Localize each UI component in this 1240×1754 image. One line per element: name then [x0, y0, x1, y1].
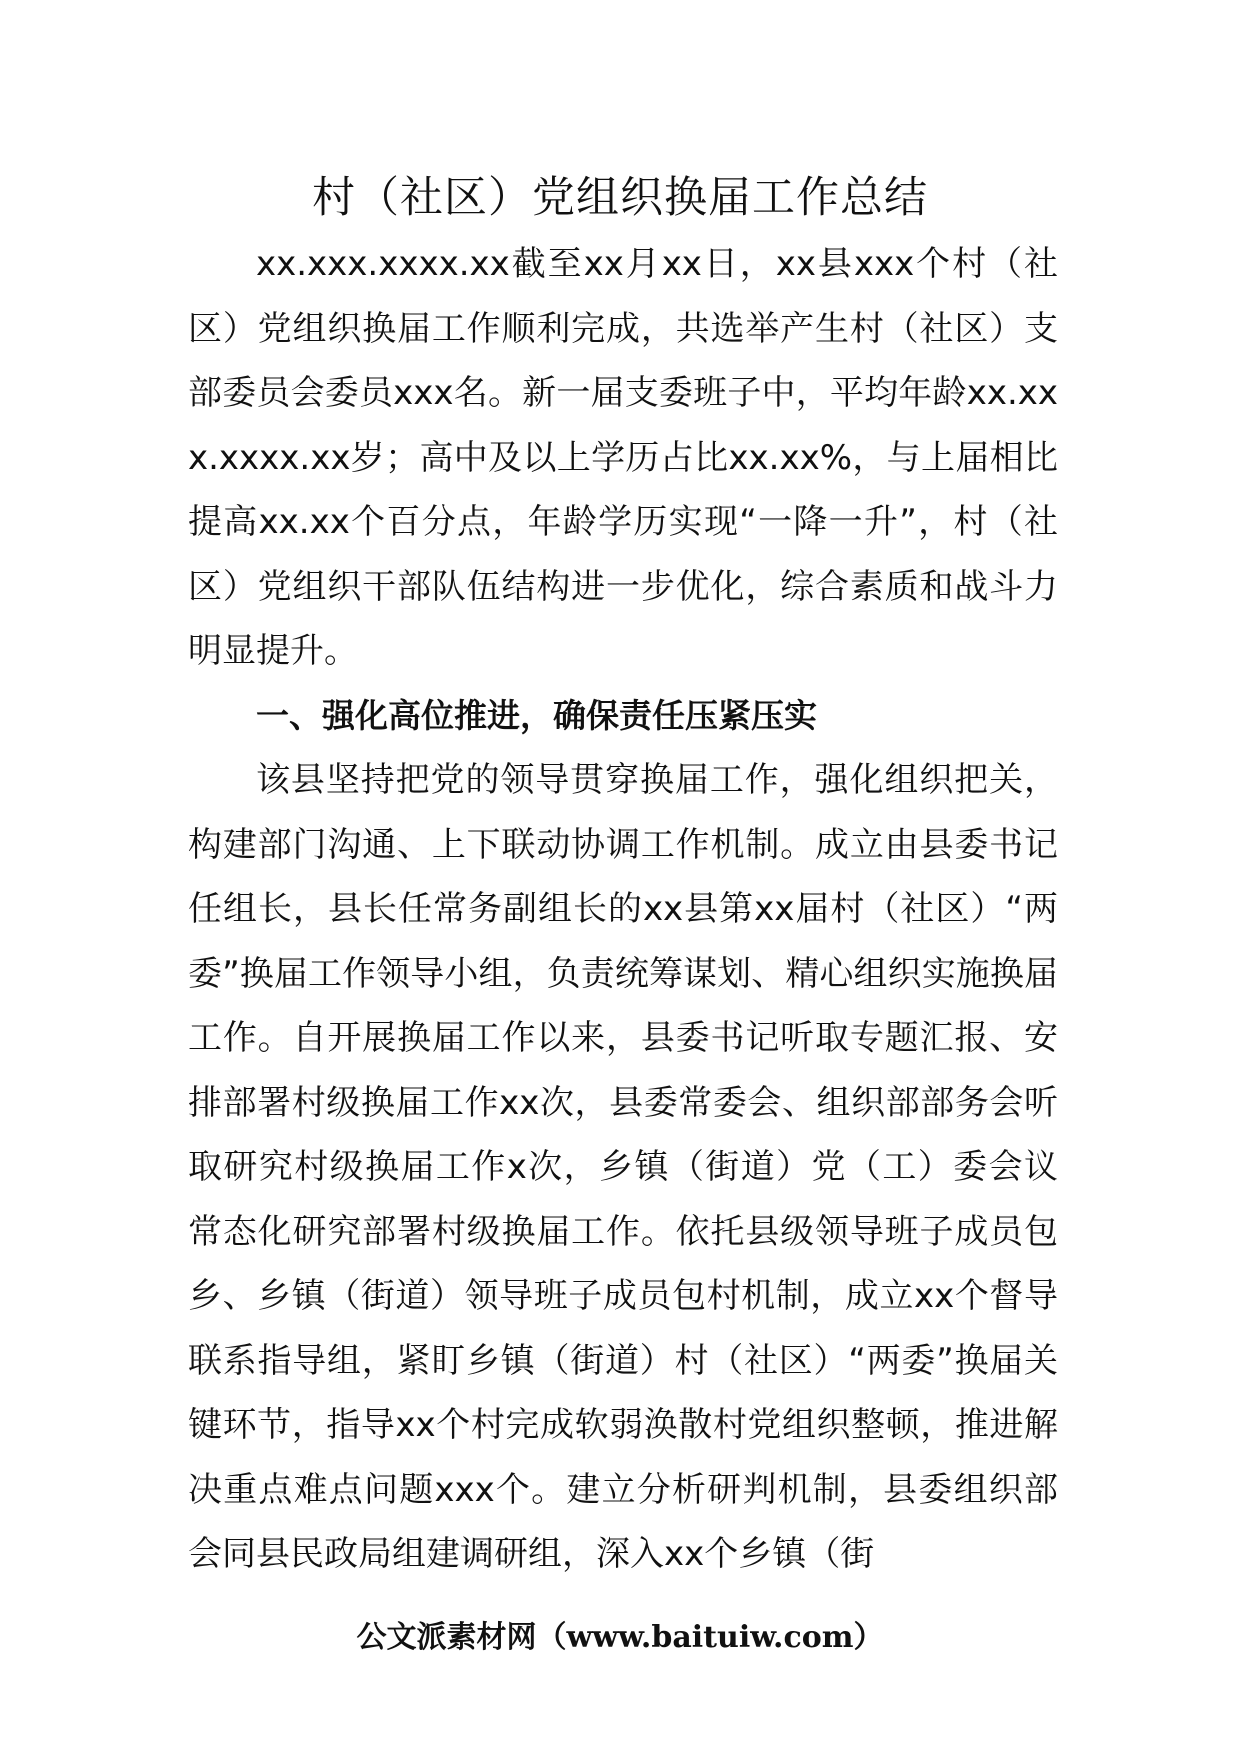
intro-paragraph: xx.xxx.xxxx.xx截至xx月xx日，xx县xxx个村（社区）党组织换届工作顺利完成，共选举产生村（社区）支部委员会委员xxx名。新一届支委班子中，平均年龄xx.xxx.xxxx.xx岁；高中及以上学历占比xx.xx%，与上届相比提高xx.xx个百分点，年龄学历实现“一降一升”，村（社区）党组织干部队伍结构进一步优化，综合素质和战斗力明显提升。 — [188, 244, 1058, 671]
section-paragraph-1: 该县坚持把党的领导贯穿换届工作，强化组织把关，构建部门沟通、上下联动协调工作机制。成立由县委书记任组长，县长任常务副组长的xx县第xx届村（社区）“两委”换届工作领导小组，负责统筹谋划、精心组织实施换届工作。自开展换届工作以来，县委书记听取专题汇报、安排部署村级换届工作xx次，县委常委会、组织部部务会听取研究村级换届工作x次，乡镇（街道）党（工）委会议常态化研究部署村级换届工作。依托县级领导班子成员包乡、乡镇（街道）领导班子成员包村机制，成立xx个督导联系指导组，紧盯乡镇（街道）村（社区）“两委”换届关键环节，指导xx个村完成软弱涣散村党组织整顿，推进解决重点难点问题xxx个。建立分析研判机制，县委组织部会同县民政局组建调研组，深入xx个乡镇（街 — [188, 760, 1058, 1574]
footer-watermark: 公文派素材网（www.baituiw.com） — [356, 1620, 884, 1655]
document-body — [188, 232, 1058, 1587]
document-title: 村（社区）党组织换届工作总结 — [312, 173, 928, 223]
section-heading-1: 一、强化高位推进，确保责任压紧压实 — [256, 695, 817, 735]
